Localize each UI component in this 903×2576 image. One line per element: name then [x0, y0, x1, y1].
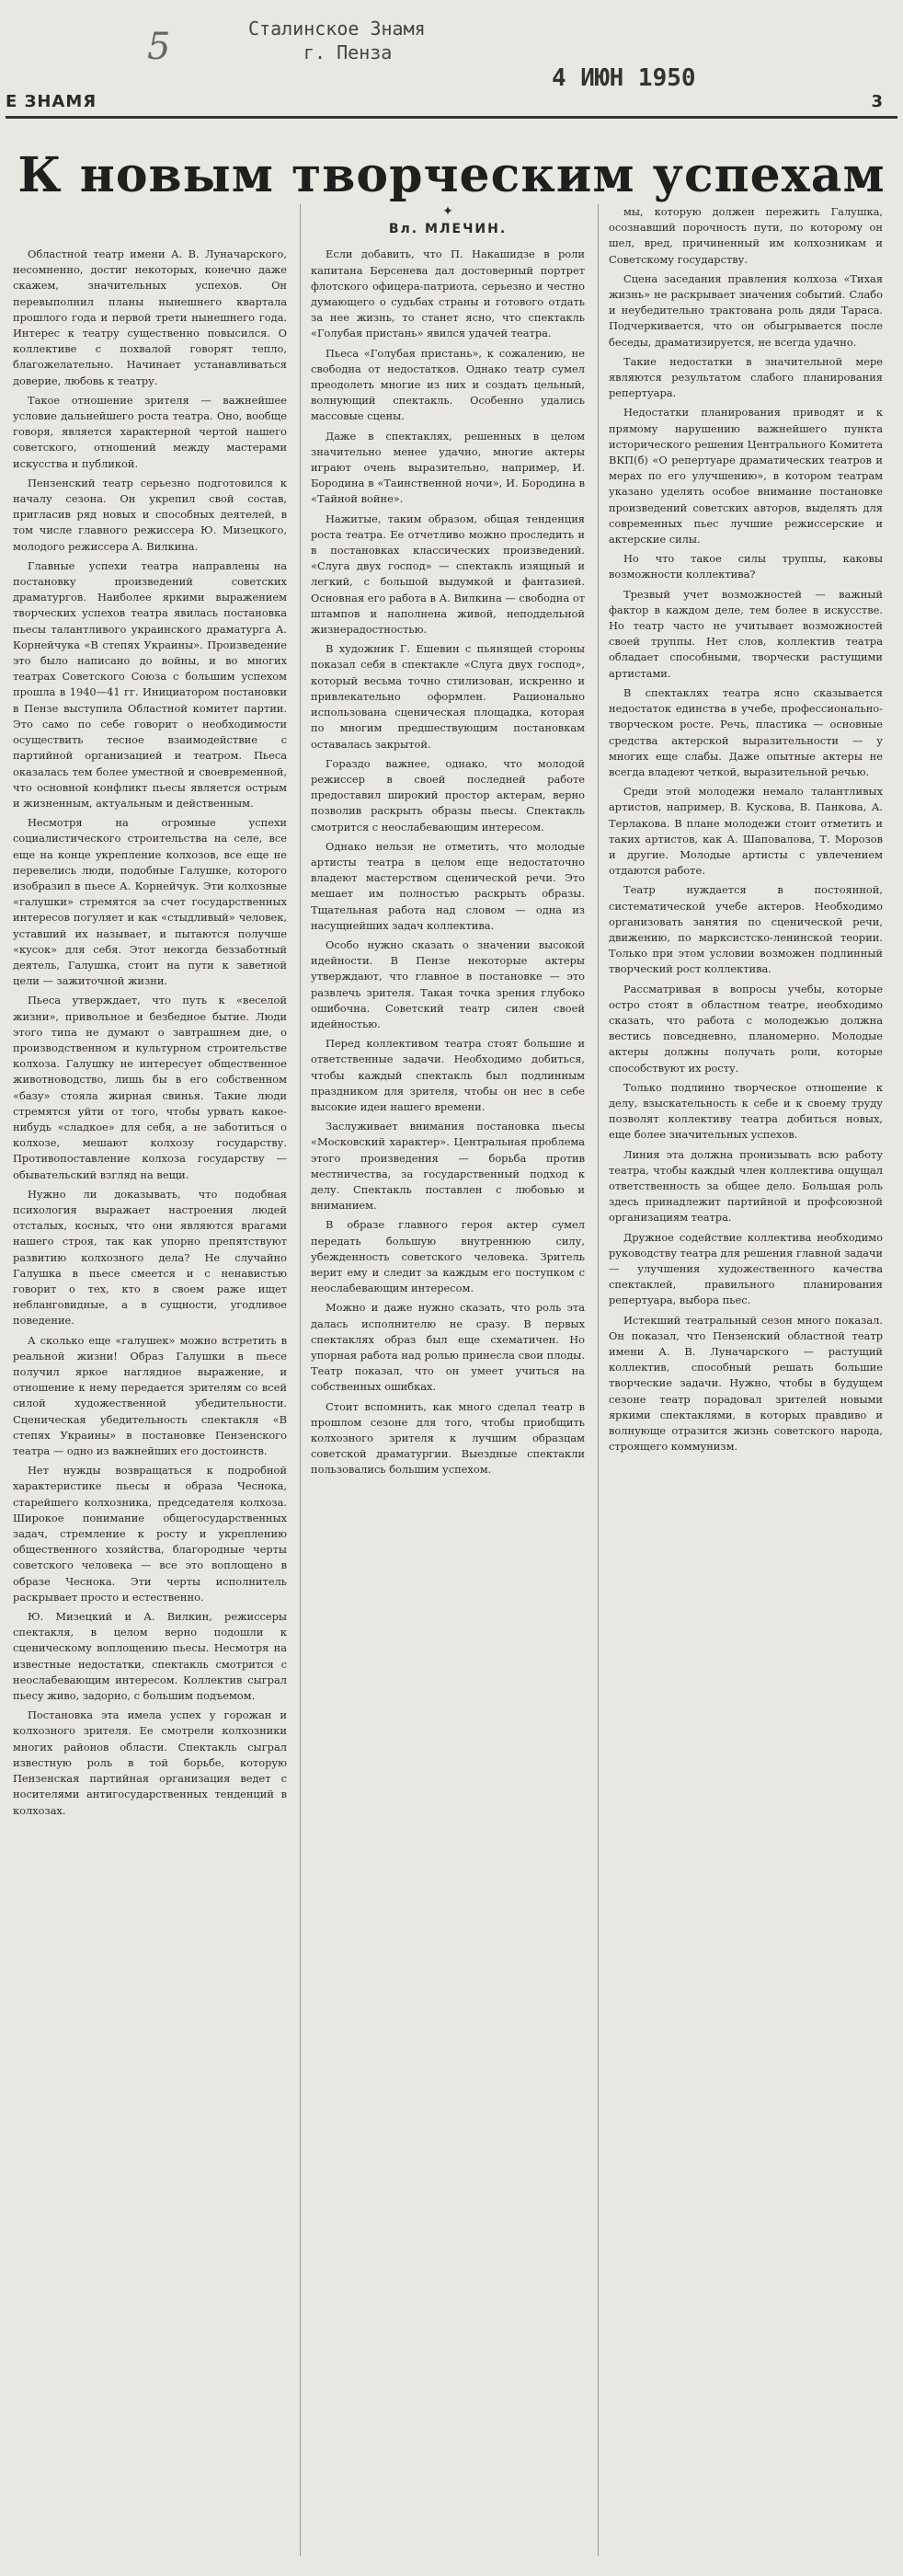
article-column-3	[609, 204, 883, 2556]
article-paragraph: мы, которую должен пережить Галушка, осознавший порочность пути, по которому он шел, вред, причиненный им колхозникам и Советскому государству.	[609, 205, 883, 266]
article-paragraph: Только подлинно творческое отношение к делу, взыскательность к себе и к своему труду позволят коллективу театра добиться новых, еще более значительных успехов.	[609, 1080, 883, 1142]
article-paragraph: Дружное содействие коллектива необходимо руководству театра для решения главной задачи — улучшения художественного качества спектаклей, правильного планирования репертуара, выбора пьес.	[609, 1230, 883, 1307]
article-paragraph: В спектаклях театра ясно сказывается недостаток единства в учебе, профессионально-творческом росте. Речь, пластика — основные средства актерской выразительности — у многих еще слабы. Даже опытные актеры не всегда владеют четкой, выразительной речью.	[609, 685, 883, 778]
stamp-paper-title: Сталинское Знамя	[248, 17, 426, 40]
article-paragraph: Особо нужно сказать о значении высокой идейности. В Пензе некоторые актеры утверждают, что главное в постановке — это развлечь зрителя. Такая точка зрения глубоко ошибочна. Советский театр силен своей идейностью.	[311, 937, 585, 1030]
article-paragraph: Линия эта должна пронизывать всю работу театра, чтобы каждый член коллектива ощущал ответственность за общее дело. Большая роль здесь принадлежит партийной и профсоюзной организациям театра.	[609, 1147, 883, 1225]
article-paragraph: Но что такое силы труппы, каковы возможности коллектива?	[609, 552, 883, 581]
article-paragraph: Если добавить, что П. Накашидзе в роли капитана Берсенева дал достоверный портрет флотского офицера-патриота, серьезно и честно думающего о судьбах страны и готового отдать за нее жизнь, то станет ясно, что спектакль «Голубая пристань» явился удачей театра.	[311, 247, 585, 340]
article-paragraph: Несмотря на огромные успехи социалистического строительства на селе, все еще на конце укрепление колхозов, все еще не перевелись люди, подобные Галушке, которого изобразил в пьесе А. Корнейчук. Эти колхозные «галушки» стремятся за счет государственных интересов погуляет и как «стыдливый» человек, уставший их называет, и пытаются получше «кусок» для себя. Этот некогда беззаботный деятель, Галушка, стоит на пути к заветной цели — зажиточной жизни.	[13, 816, 287, 988]
article-paragraph: Гораздо важнее, однако, что молодой режиссер в своей последней работе предоставил широкий простор актерам, верно позволив раскрыть образы пьесы. Спектакль смотрится с неослабевающим интересом.	[311, 756, 585, 834]
article-paragraph: Главные успехи театра направлены на постановку произведений советских драматургов. Наиболее яркими выражением творческих успехов театра явилась постановка пьесы талантливого украинского драматурга А. Корнейчука «В степях Украины». Произведение это было написано до войны, и во многих театрах Советского Союза с большим успехом прошла в 1940—41 гг. Инициатором постановки в Пензе выступила Областной комитет партии. Это само по себе говорит о необходимости осуществить тесное взаимодействие с партийной организацией и театром. Пьеса оказалась тем более уместной и своевременной, что основной конфликт пьесы является острым и жизненным, актуальным и действенным.	[13, 558, 287, 810]
article-paragraph: Даже в спектаклях, решенных в целом значительно менее удачно, многие актеры играют очень выразительно, например, И. Бородина в «Таинственной ночи», И. Бородина в «Тайной войне».	[311, 429, 585, 506]
stamp-city: г. Пенза	[303, 41, 393, 63]
article-paragraph: Недостатки планирования приводят и к прямому нарушению важнейшего пункта исторического решения Центрального Комитета ВКП(б) «О репертуаре драматических театров и мерах по его улучшению», в котором театрам указано уделять особое внимание постановке произведений советских авторов, выделять для современных пьес лучшие режиссерские и актерские силы.	[609, 406, 883, 546]
article-paragraph: Ю. Мизецкий и А. Вилкин, режиссеры спектакля, в целом верно подошли к сценическому воплощению пьесы. Несмотря на известные недостатки, спектакль смотрится с неослабевающим интересом. Коллектив сыграл пьесу живо, задорно, с большим подъемом.	[13, 1610, 287, 1703]
library-stamp	[248, 17, 426, 64]
article-paragraph: Нет нужды возвращаться к подробной характеристике пьесы и образа Чеснока, старейшего колхозника, председателя колхоза. Широкое понимание общегосударственных задач, стремление к росту и укреплению общественного хозяйства, благородные черты советского человека — все это воплощено в образе Чеснока. Эти черты исполнитель раскрывает просто и естественно.	[13, 1464, 287, 1604]
column-2-body	[311, 247, 585, 1478]
article-paragraph: Сцена заседания правления колхоза «Тихая жизнь» не раскрывает значения событий. Слабо и неубедительно трактована роль дяди Тараса. Подчеркивается, что он обыгрывается после беседы, драматизируется, не всегда удачно.	[609, 271, 883, 349]
article-paragraph: Театр нуждается в постоянной, систематической учебе актеров. Необходимо организовать занятия по сценической речи, движению, по марксистско-ленинской теории. Только при этом условии возможен подлинный творческий рост коллектива.	[609, 883, 883, 976]
column-divider	[598, 204, 599, 2556]
article-paragraph: Постановка эта имела успех у горожан и колхозного зрителя. Ее смотрели колхозники многих районов области. Спектакль сыграл известную роль в той борьбе, которую Пензенская партийная организация ведет с носителями антигосударственных тенденций в колхозах.	[13, 1708, 287, 1817]
article-column-1	[13, 247, 287, 2556]
newspaper-name: Е ЗНАМЯ	[6, 92, 97, 111]
article-paragraph: Трезвый учет возможностей — важный фактор в каждом деле, тем более в искусстве. Но театр часто не учитывает возможностей своей труппы. Нет слов, коллектив театра обладает способными, творчески растущими артистами.	[609, 587, 883, 680]
page-number: 3	[871, 92, 883, 111]
article-byline: Вл. МЛЕЧИН.	[388, 222, 508, 237]
column-divider	[300, 204, 301, 2556]
article-paragraph: Заслуживает внимания постановка пьесы «Московский характер». Центральная проблема этого произведения — борьба против местничества, за государственный подход к делу. Спектакль поставлен с любовью и вниманием.	[311, 1120, 585, 1213]
handwritten-number: 5	[147, 26, 171, 68]
article-headline: К новым творческим успехам	[17, 147, 886, 203]
article-paragraph: Пьеса «Голубая пристань», к сожалению, не свободна от недостатков. Однако театр сумел преодолеть многие из них и создать цельный, волнующий спектакль. Особенно удались массовые сцены.	[311, 346, 585, 423]
article-paragraph: Пензенский театр серьезно подготовился к началу сезона. Он укрепил свой состав, пригласив ряд новых и способных деятелей, в том числе главного режиссера Ю. Мизецкого, молодого режиссера А. Вилкина.	[13, 476, 287, 553]
article-paragraph: Нажитые, таким образом, общая тенденция роста театра. Ее отчетливо можно проследить и в постановках классических произведений. «Слуга двух господ» — спектакль изящный и легкий, с большой выдумкой и фантазией. Основная его работа в А. Вилкина — свободна от штампов и наполнена живой, неподдельной жизнерадостностью.	[311, 512, 585, 637]
article-paragraph: Однако нельзя не отметить, что молодые артисты театра в целом еще недостаточно владеют мастерством сценической речи. Это мешает им полностью раскрыть образы. Тщательная работа над словом — одна из насущнейших задач коллектива.	[311, 839, 585, 932]
header-rule	[6, 116, 897, 119]
ornament-icon: ✦	[442, 204, 453, 219]
article-paragraph: В образе главного героя актер сумел передать большую внутреннюю силу, убежденность советского человека. Зритель верит ему и следит за каждым его поступком с неослабевающим интересом.	[311, 1218, 585, 1295]
date-stamp: 4 ИЮН 1950	[552, 64, 696, 92]
article-paragraph: Можно и даже нужно сказать, что роль эта далась исполнителю не сразу. В первых спектаклях образ был еще схематичен. Но упорная работа над ролью принесла свои плоды. Театр показал, что он умеет учиться на собственных ошибках.	[311, 1301, 585, 1394]
article-paragraph: Нужно ли доказывать, что подобная психология выражает настроения людей отсталых, косных, что они являются врагами нашего строя, так как упорно препятствуют развитию колхозного дела? Не случайно Галушка в пьесе смеется и с ненавистью говорит о тех, кто в своем раже ищет небланговидные, а в сущности, угодливое поведение.	[13, 1187, 287, 1328]
article-paragraph: Рассматривая в вопросы учебы, которые остро стоят в областном театре, необходимо сказать, что работа с молодежью должна вестись повседневно, планомерно. Молодые актеры должны получать роли, которые способствуют их росту.	[609, 982, 883, 1075]
article-column-2	[311, 204, 585, 2556]
article-paragraph: В художник Г. Ешевин с пьянящей стороны показал себя в спектакле «Слуга двух господ», который весьма точно стилизован, искренно и привлекательно оформлен. Рационально использована сценическая площадка, которая по многим предшествующим постановкам оставалась закрытой.	[311, 642, 585, 751]
article-paragraph: А сколько еще «галушек» можно встретить в реальной жизни! Образ Галушки в пьесе получил яркое наглядное выражение, и отношение к нему передается зрителям со всей силой художественной убедительности. Сценическая убедительность спектакля «В степях Украины» в постановке Пензенского театра — одно из важнейших его достоинств.	[13, 1333, 287, 1458]
article-paragraph: Стоит вспомнить, как много сделал театр в прошлом сезоне для того, чтобы приобщить колхозного зрителя к лучшим образцам советской драматургии. Выездные спектакли пользовались большим успехом.	[311, 1399, 585, 1477]
article-paragraph: Областной театр имени А. В. Луначарского, несомненно, достиг некоторых, конечно даже скажем, значительных успехов. Он перевыполнил планы нынешнего квартала прошлого года и первой трети нынешнего года. Интерес к театру существенно повысился. О коллективе с похвалой говорят тепло, благожелательно. Начинает устанавливаться доверие, любовь к театру.	[13, 247, 287, 387]
article-paragraph: Такое отношение зрителя — важнейшее условие дальнейшего роста театра. Оно, вообще говоря, является характерной чертой нашего советского, отношений между мастерами искусства и публикой.	[13, 393, 287, 470]
article-paragraph: Перед коллективом театра стоят большие и ответственные задачи. Необходимо добиться, чтобы каждый спектакль был подлинным праздником для зрителя, чтобы он нес в себе высокие идеи нашего времени.	[311, 1037, 585, 1113]
article-paragraph: Истекший театральный сезон много показал. Он показал, что Пензенский областной театр имени А. В. Луначарского — растущий коллектив, способный решать большие творческие задачи. Нужно, чтобы в будущем сезоне театр порадовал зрителей новыми яркими спектаклями, в которых правдиво и волнующе отразится жизнь советского народа, строящего коммунизм.	[609, 1313, 883, 1454]
article-paragraph: Среди этой молодежи немало талантливых артистов, например, В. Кускова, В. Панкова, А. Терлакова. В плане молодежи стоит отметить и таких артистов, как А. Шаповалова, Т. Морозов и другие. Молодые артисты с увлечением отдаются работе.	[609, 785, 883, 878]
article-paragraph: Пьеса утверждает, что путь к «веселой жизни», привольное и безбедное бытие. Люди этого типа не думают о завтрашнем дне, о производственном и культурном строительстве колхоза. Галушку не интересует общественное животноводство, лишь бы в его собственном «базу» стояла жирная свинья. Такие люди стремятся уйти от того, чтобы урвать какое-нибудь «сладкое» для себя, а не заботиться о колхозе, мешают колхозу государству. Противопоставление колхоза государству — обывательский взгляд на вещи.	[13, 994, 287, 1181]
article-paragraph: Такие недостатки в значительной мере являются результатом слабого планирования репертуара.	[609, 354, 883, 400]
